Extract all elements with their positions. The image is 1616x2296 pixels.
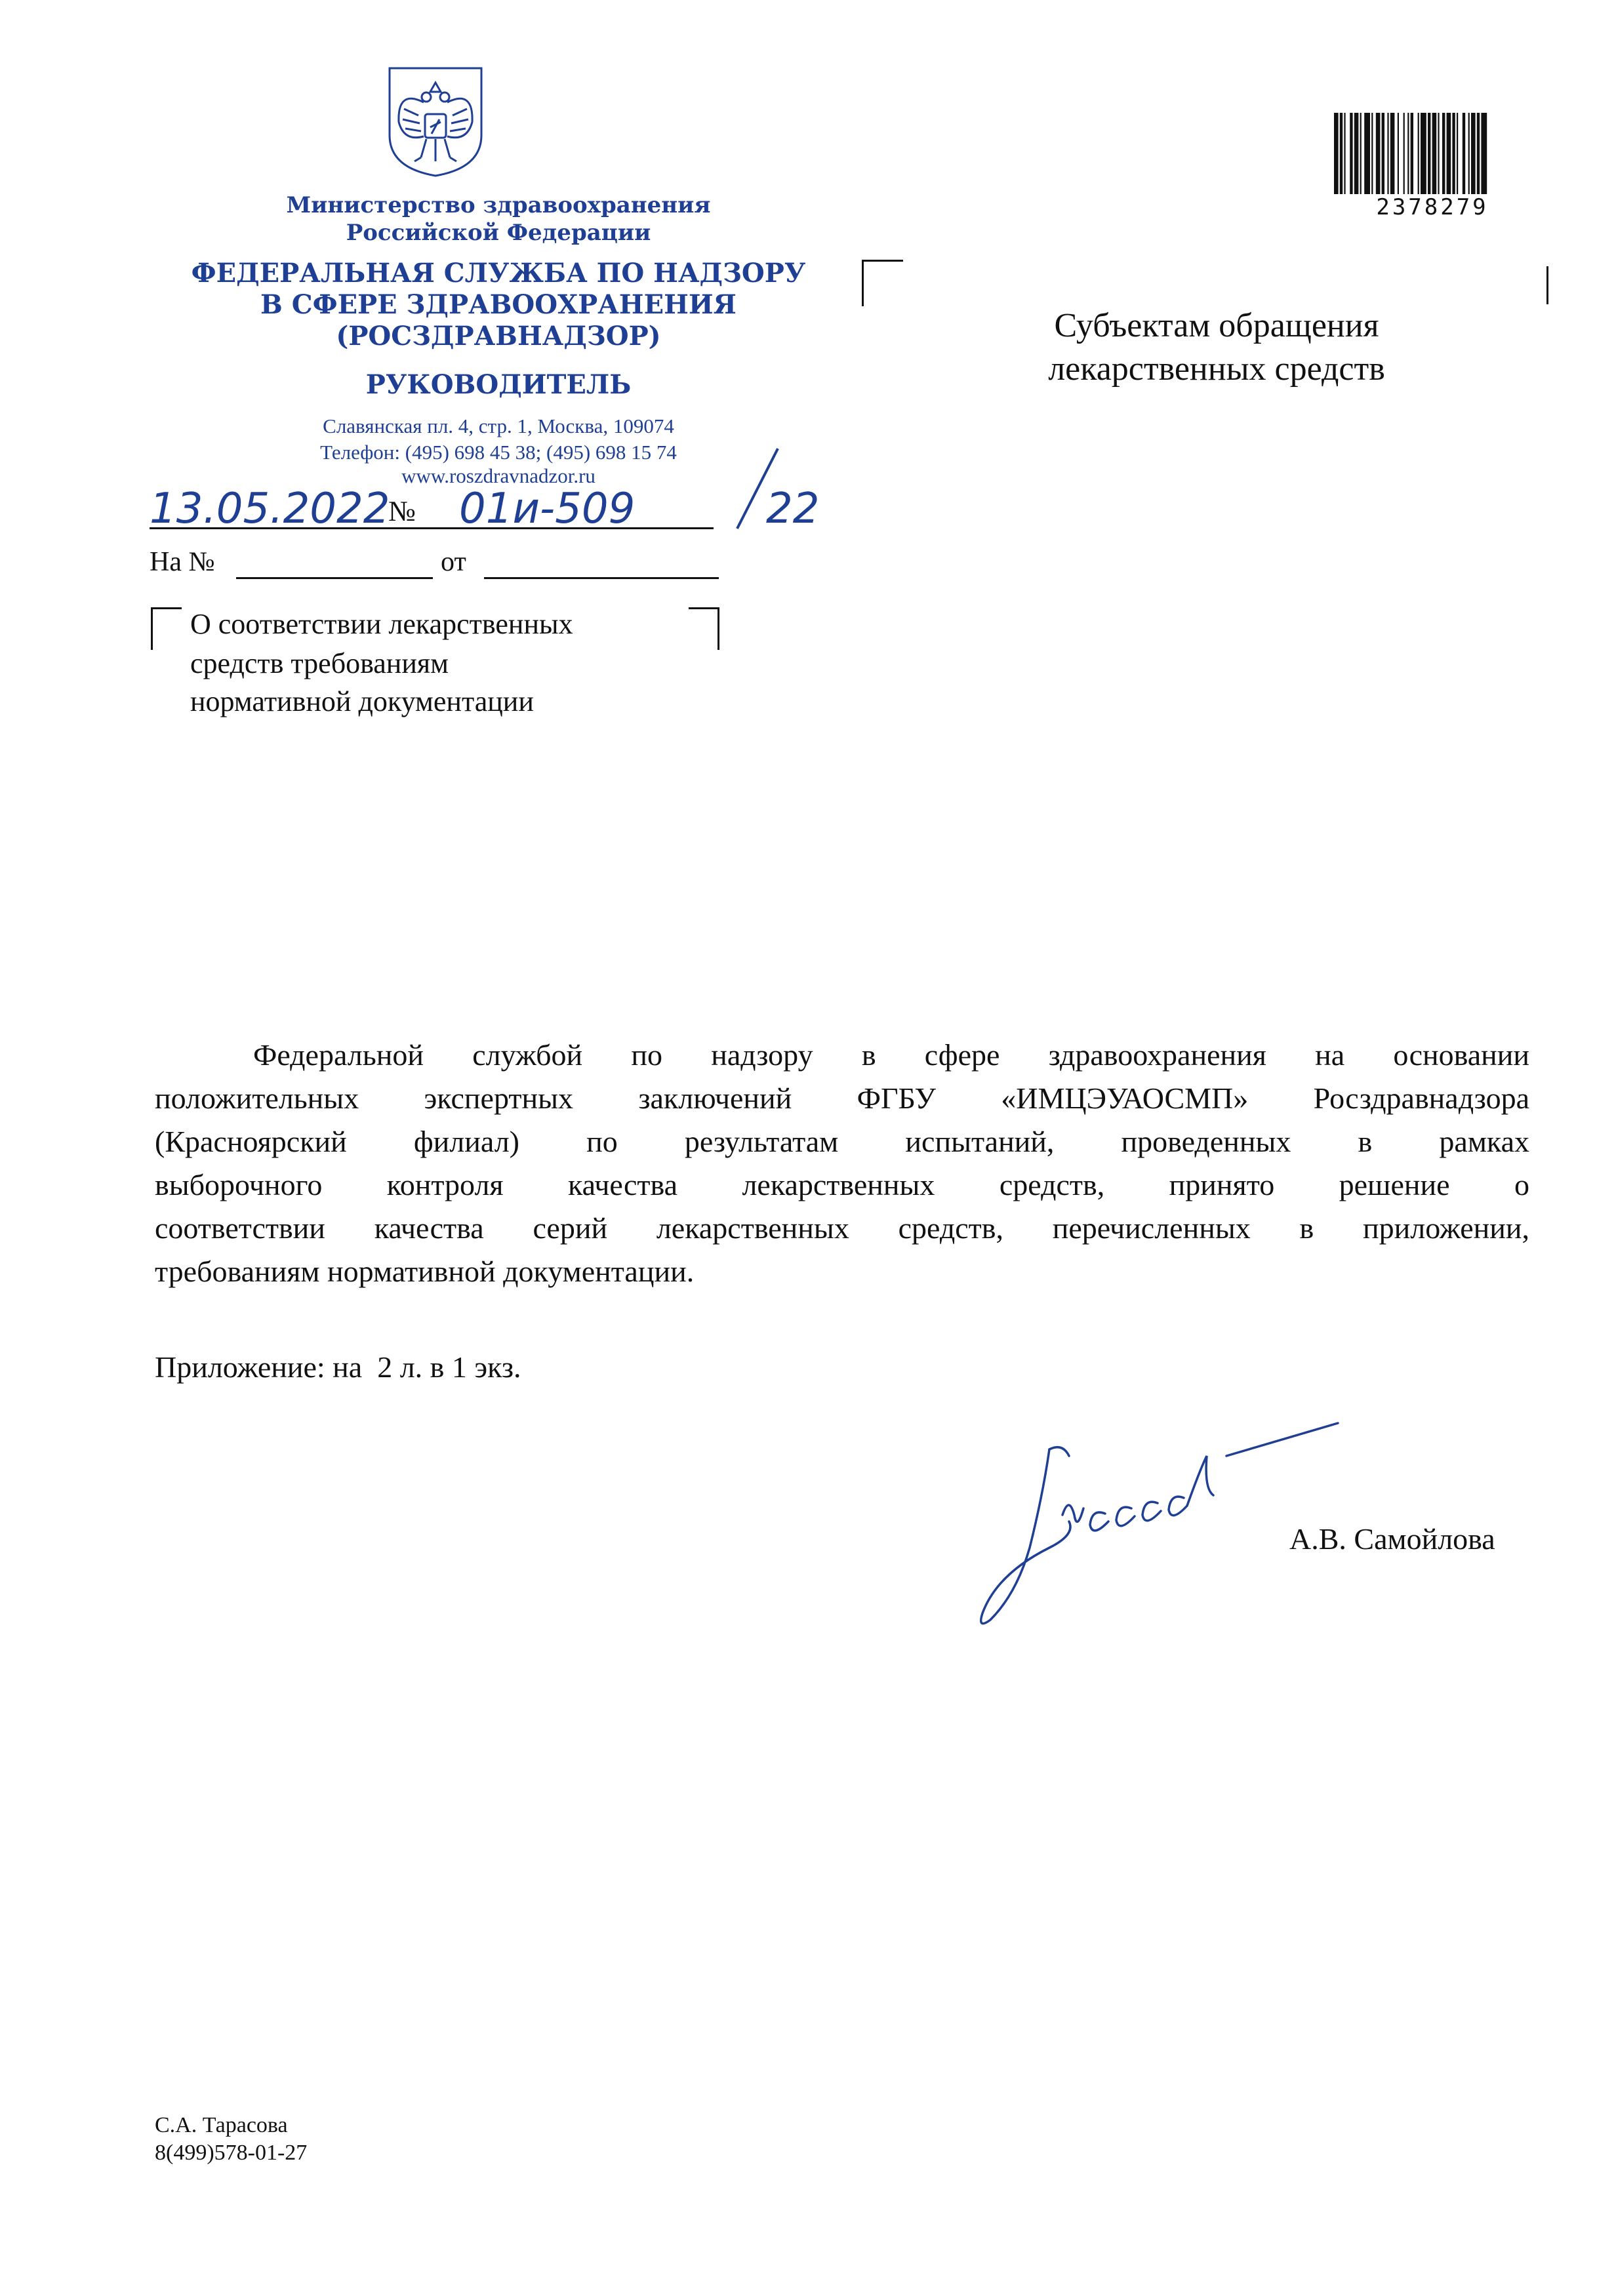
subject-corner-right [689, 607, 719, 650]
registration-number-sign: № [388, 495, 416, 527]
coat-of-arms-icon [384, 63, 487, 180]
body-line4: выборочного контроля качества лекарственных средств, принято решение о [155, 1168, 1529, 1201]
attachment-note: Приложение: на 2 л. в 1 экз. [155, 1350, 521, 1384]
body-line2: положительных экспертных заключений ФГБУ «ИМЦЭУАОСМП» Росздравнадзора [155, 1081, 1529, 1115]
reference-number-line [236, 577, 433, 579]
subject-line1: О соответствии лекарственных [190, 608, 573, 640]
ministry-name-line1: Министерство здравоохранения [286, 192, 711, 218]
reference-date-label: от [441, 547, 466, 577]
addressee-corner-left [862, 260, 903, 306]
signatory-name: А.В. Самойлова [1289, 1522, 1495, 1556]
reference-number-label: На № [150, 547, 215, 577]
registration-number: 01и-509 [459, 485, 636, 533]
addressee-corner-right [1546, 266, 1548, 304]
registration-underline [150, 527, 714, 529]
body-line1: Федеральной службой по надзору в сфере здравоохранения на основании [253, 1038, 1529, 1072]
subject-corner-left [151, 607, 182, 650]
addressee-line1: Субъектам обращения [1054, 307, 1379, 344]
body-line6: требованиям нормативной документации. [155, 1255, 695, 1288]
service-name-line2: В СФЕРЕ ЗДРАВООХРАНЕНИЯ [260, 289, 737, 320]
website: www.roszdravnadzor.ru [401, 464, 596, 487]
addressee-line2: лекарственных средств [1048, 350, 1385, 388]
executor-name: С.А. Тарасова [155, 2113, 288, 2137]
barcode [1334, 113, 1531, 194]
address: Славянская пл. 4, стр. 1, Москва, 109074 [323, 414, 674, 437]
registration-year: 22 [766, 485, 820, 533]
phone: Телефон: (495) 698 45 38; (495) 698 15 74 [320, 441, 677, 464]
executor-phone: 8(499)578-01-27 [155, 2141, 308, 2165]
reference-date-line [484, 577, 719, 579]
service-name-line3: (РОСЗДРАВНАДЗОР) [336, 321, 661, 352]
ministry-name-line2: Российской Федерации [346, 220, 651, 246]
barcode-number: 2378279 [1376, 194, 1489, 220]
registration-date: 13.05.2022 [150, 485, 390, 533]
body-line5: соответствии качества серий лекарственных средств, перечисленных в приложении, [155, 1211, 1529, 1245]
body-line3: (Красноярский филиал) по результатам испытаний, проведенных в рамках [155, 1125, 1529, 1158]
subject-line3: нормативной документации [190, 685, 534, 717]
position-title: РУКОВОДИТЕЛЬ [365, 369, 632, 400]
service-name-line1: ФЕДЕРАЛЬНАЯ СЛУЖБА ПО НАДЗОРУ [191, 258, 806, 289]
subject-line2: средств требованиям [190, 647, 449, 679]
